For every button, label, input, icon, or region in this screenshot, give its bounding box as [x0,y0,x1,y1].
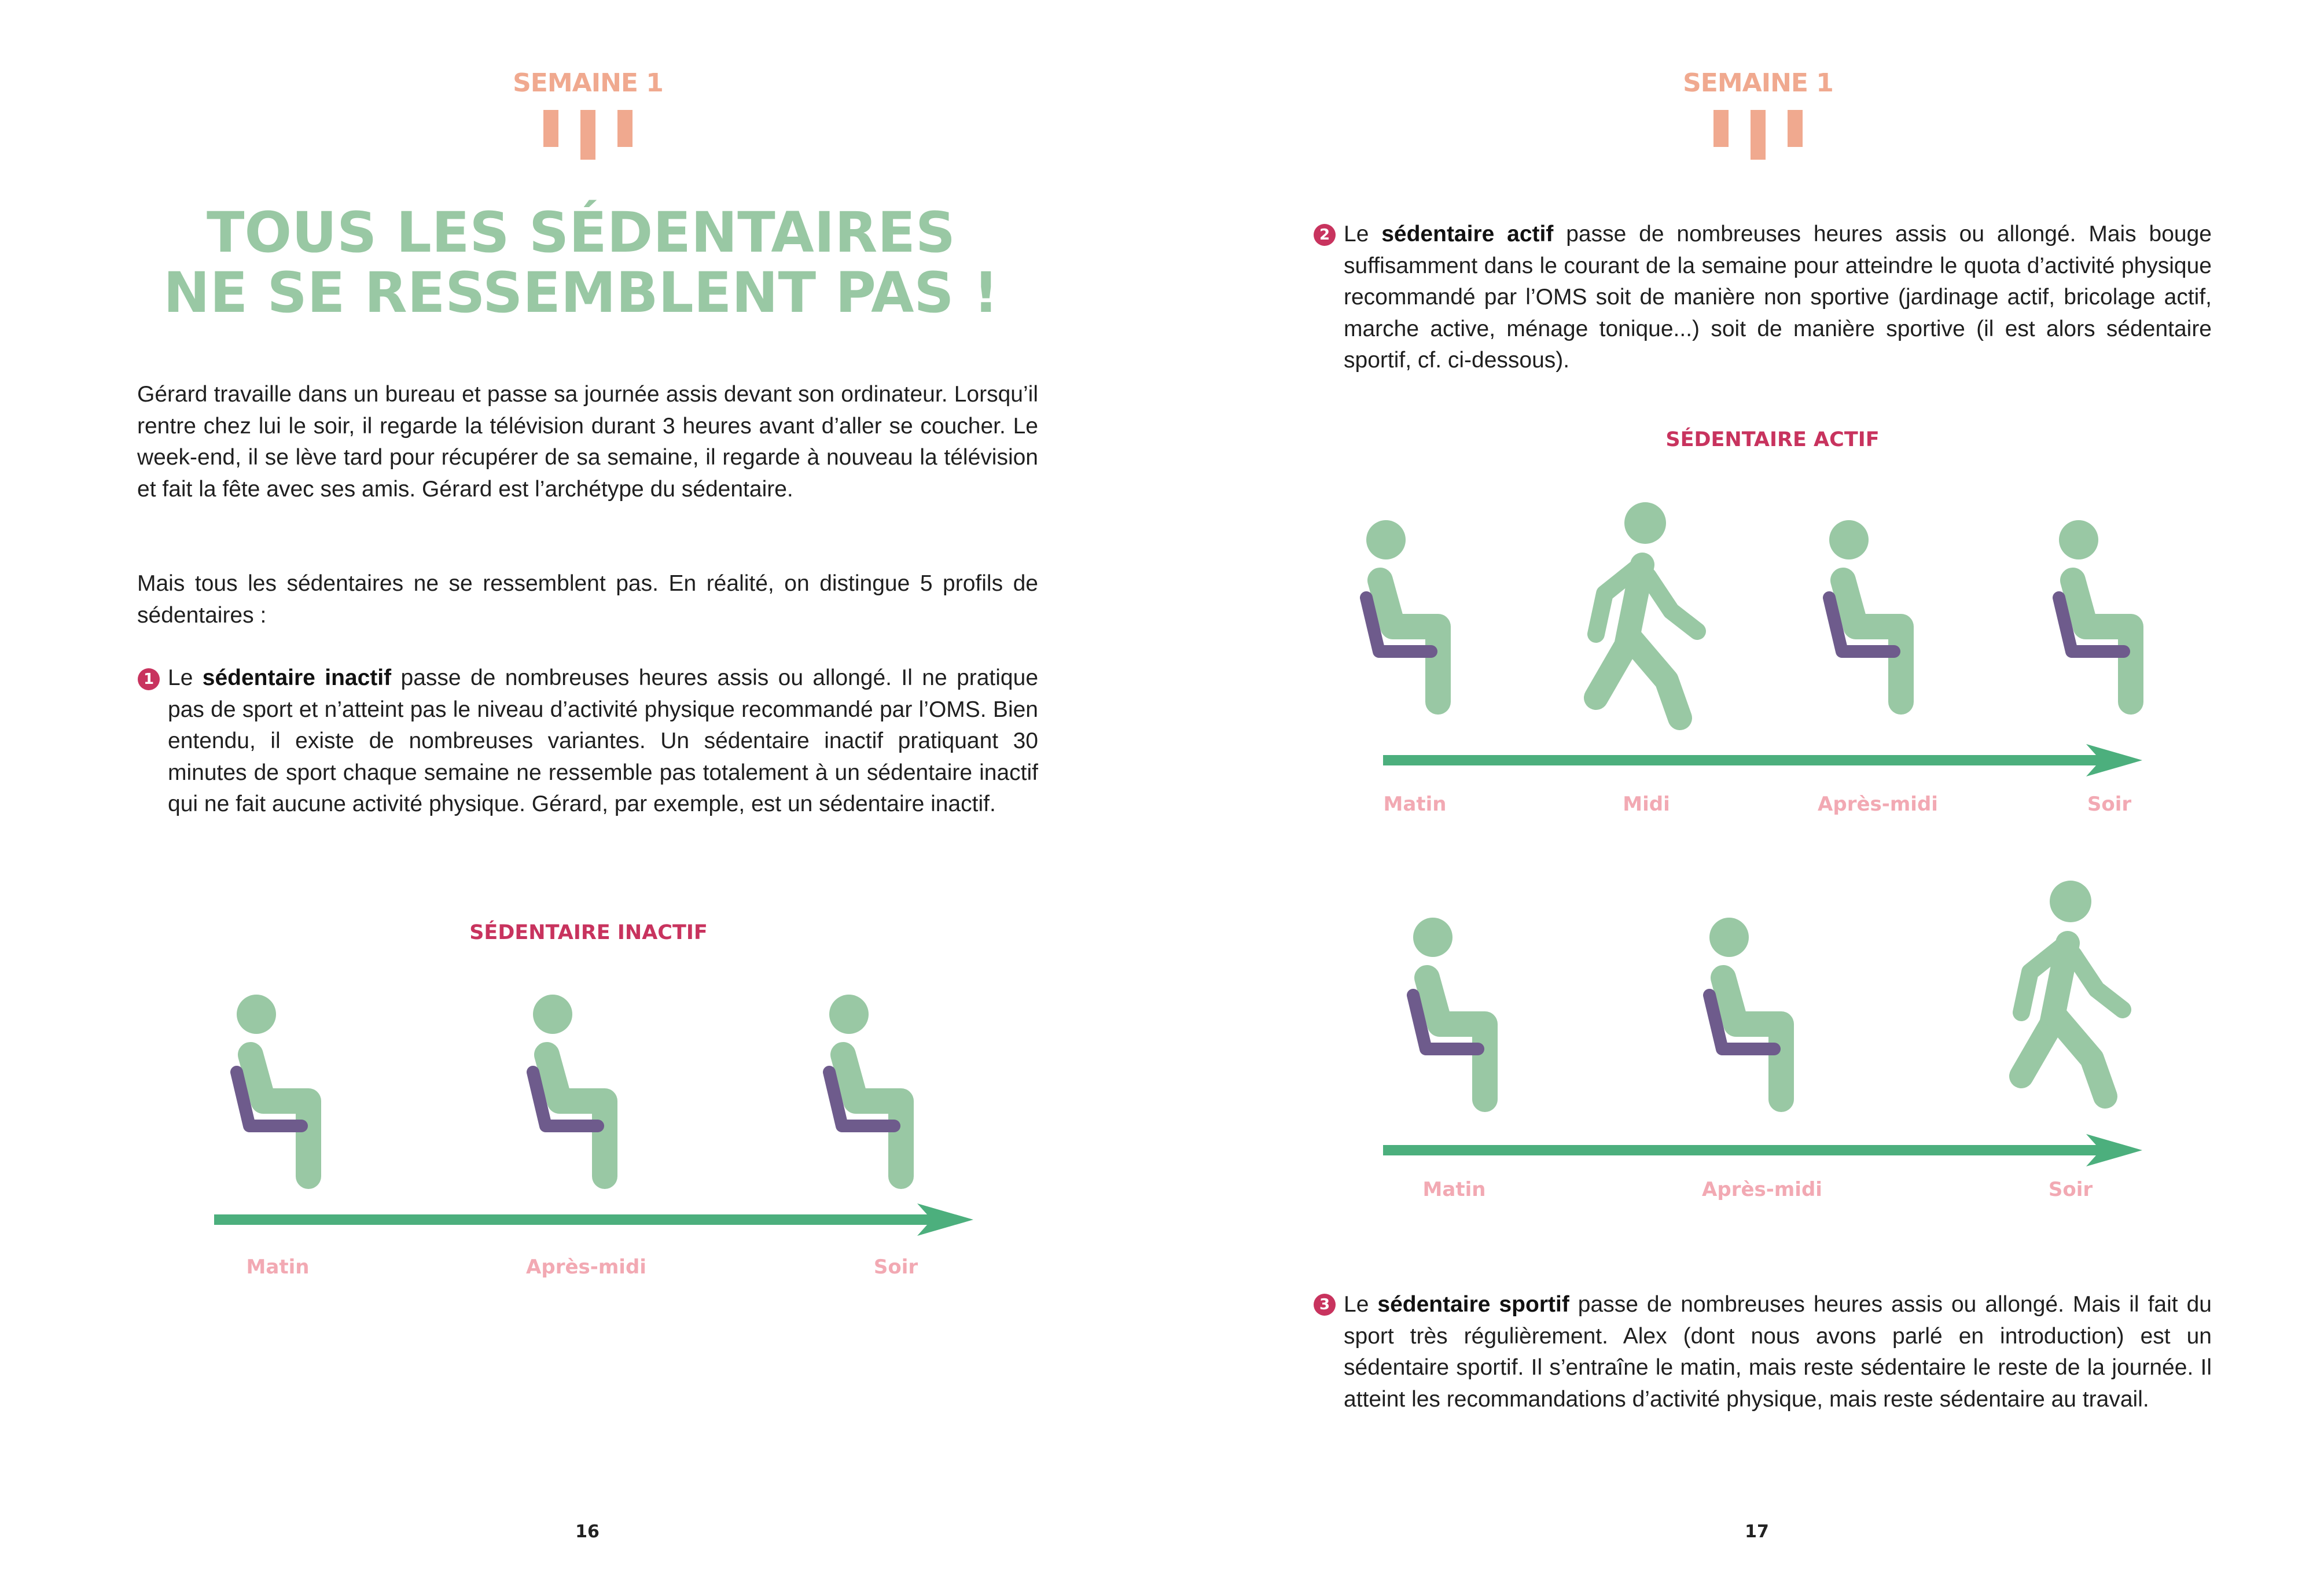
item-term: sédentaire sportif [1377,1292,1569,1317]
item-prefix: Le [1344,1292,1378,1317]
seated-figure-icon [1700,917,1816,1114]
week-label: SEMAINE 1 [513,68,663,98]
title-line-1: TOUS LES SÉDENTAIRES [207,200,955,265]
timeline-arrow-icon [1383,1133,2147,1168]
item-number-badge: 1 [138,668,160,690]
timeline-label: Soir [873,1256,918,1279]
item-text: passe de nombreuses heures assis ou allongé. Mais bouge suffisamment dans le courant de la semaine pour atteindre le quota d’activité physique recommandé par l’OMS soit de manière non sportive (jardinage actif, bricolage actif, marche active, ménage tonique...) soit de manière sportive (il est alors sédentaire sportif, cf. ci-dessous). [1344,222,2212,373]
item-text: passe de nombreuses heures assis ou allongé. Mais il fait du sport très régulièrement. Alex (dont nous avons parlé en introduction) est un sédentaire sportif. Il s’entraîne le matin, mais reste sédentaire le reste de la journée. Il atteint les recommandations d’activité physique, mais reste sédentaire au travail. [1344,1292,2212,1412]
timeline-label: Après-midi [1818,793,1938,816]
timeline-label: Matin [1383,793,1447,816]
timeline-arrow-icon [1383,743,2147,778]
page-number: 16 [575,1522,600,1542]
walking-figure-icon [1561,489,1712,744]
timeline-label: Midi [1623,793,1670,816]
seated-figure-icon [227,994,343,1191]
seated-figure-icon [524,994,639,1191]
item-actif-paragraph [1344,219,2212,377]
title-line-2: NE SE RESSEMBLENT PAS ! [163,260,999,325]
item-term: sédentaire actif [1381,222,1554,246]
item-number-badge: 2 [1314,224,1336,246]
page-number: 17 [1745,1522,1769,1542]
week-mark-icon [501,110,675,162]
seated-figure-icon [2050,520,2165,716]
page-title [0,200,1162,325]
item-term: sédentaire inactif [202,665,392,690]
item-text: passe de nombreuses heures assis ou allongé. Il ne pratique pas de sport et n’atteint pas le niveau d’activité physique recommandé par l’OMS. Bien entendu, il existe de nombreuses variantes. Un sédentaire inactif pratiquant 30 minutes de sport chaque semaine ne ressemble pas totalement à un sédentaire inactif qui ne fait aucune activité physique. Gérard, par exemple, est un sédentaire inactif. [168,665,1039,816]
walking-figure-icon [1987,868,2137,1122]
week-label: SEMAINE 1 [1683,68,1833,98]
week-mark-icon [1671,110,1845,162]
timeline-label: Après-midi [526,1256,646,1279]
chart-title-inactif: SÉDENTAIRE INACTIF [469,921,708,944]
item-inactif-paragraph [168,662,1038,820]
intro-paragraph: Gérard travaille dans un bureau et passe sa journée assis devant son ordinateur. Lorsqu’il rentre chez lui le soir, il regarde la télévision durant 3 heures avant d’aller se coucher. Le week-end, il se lève tard pour récupérer de sa semaine, il regarde à nouveau la télévision et fait la fête avec ses amis. Gérard est l’archétype du sédentaire. [137,382,1038,502]
timeline-label: Soir [2087,793,2132,816]
seated-figure-icon [1357,520,1473,716]
week-header [1671,68,1845,98]
seated-figure-icon [1820,520,1936,716]
profiles-paragraph: Mais tous les sédentaires ne se ressemblent pas. En réalité, on distingue 5 profils de sédentaires : [137,571,1038,628]
seated-figure-icon [820,994,936,1191]
timeline-label: Matin [246,1256,310,1279]
chart-title-actif: SÉDENTAIRE ACTIF [1665,428,1880,451]
timeline-arrow-icon [214,1202,978,1237]
item-prefix: Le [1344,222,1382,246]
item-prefix: Le [168,665,203,690]
item-sportif-paragraph [1344,1289,2212,1415]
timeline-label: Soir [2048,1178,2093,1201]
timeline-label: Après-midi [1702,1178,1822,1201]
right-page [1162,0,2324,1572]
week-header [501,68,675,98]
item-number-badge: 3 [1314,1294,1336,1316]
seated-figure-icon [1404,917,1520,1114]
timeline-label: Matin [1422,1178,1486,1201]
